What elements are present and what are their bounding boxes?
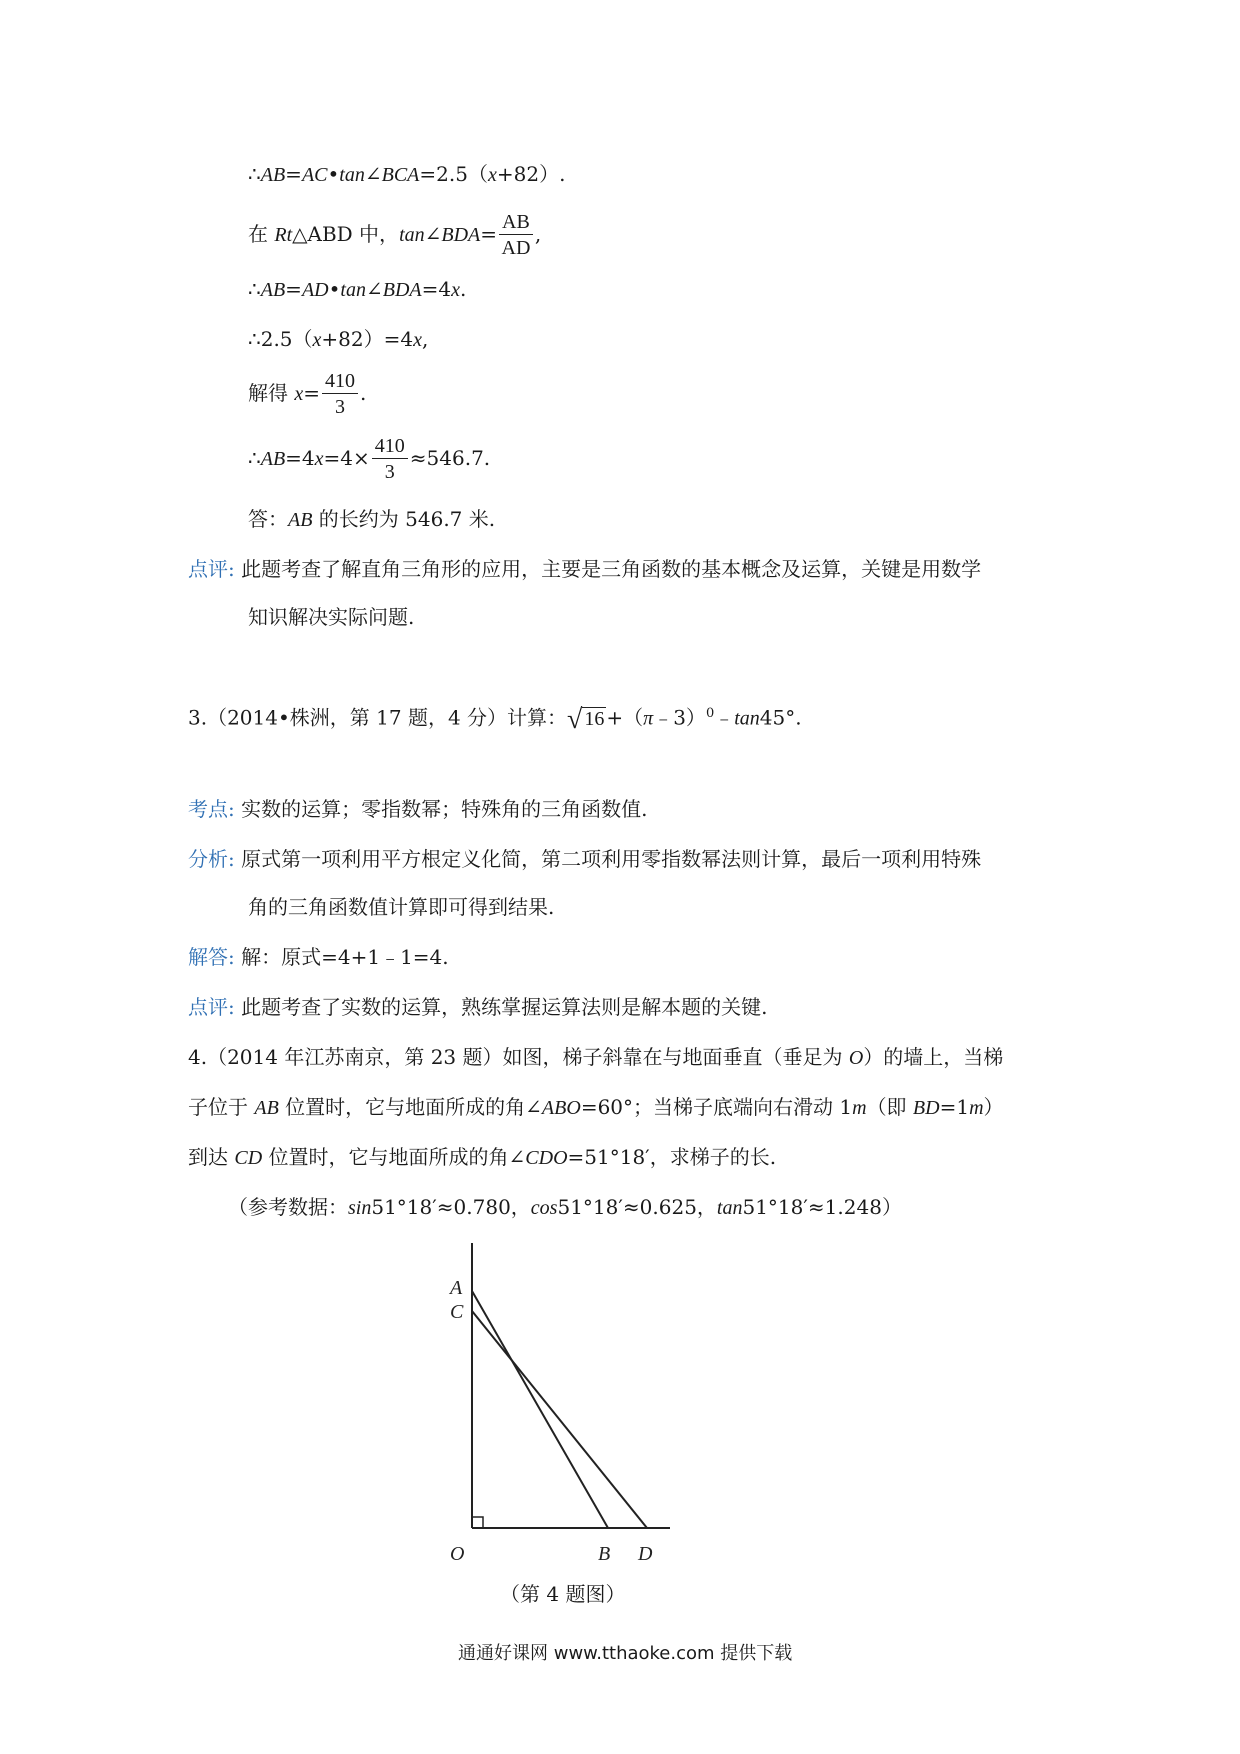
ladder-cd (472, 1311, 647, 1528)
review-1-line-1: 点评: 此题考查了解直角三角形的应用，主要是三角函数的基本概念及运算，关键是用数学 (188, 557, 982, 581)
jieda-line: 解答: 解：原式=4+1﹣1=4. (188, 945, 449, 969)
review-2-tag: 点评: (188, 995, 235, 1019)
question-3: 3.（2014•株洲，第 17 题，4 分）计算：√ 16 +（π﹣3）$^0$﹣tan45°. (188, 703, 802, 735)
fraction-410-3-b: $\frac{410}{3}$ (372, 434, 408, 485)
solution-line-5: 解得 x= $\frac{410}{3}$ . (248, 370, 367, 418)
fenxi-line-1: 分析: 原式第一项利用平方根定义化简，第二项利用零指数幂法则计算，最后一项利用特殊 (188, 847, 982, 871)
jieda-tag: 解答: (188, 945, 235, 969)
question-4-line-3: 到达 CD 位置时，它与地面所成的角∠CDO=51°18′，求梯子的长. (188, 1145, 777, 1169)
review-2-line: 点评: 此题考查了实数的运算，熟练掌握运算法则是解本题的关键. (188, 995, 768, 1019)
reference-data: （参考数据：sin51°18′≈0.780，cos51°18′≈0.625，tan51°18′≈1.248） (228, 1195, 902, 1219)
solution-line-3: ∴AB=AD•tan∠BDA=4x. (248, 277, 467, 301)
kaodian-tag: 考点: (188, 797, 235, 821)
review-1-line-2: 知识解决实际问题. (248, 605, 415, 629)
label-b: B (598, 1543, 611, 1565)
solution-line-4: ∴2.5（x+82）=4x, (248, 327, 429, 351)
solution-answer: 答：AB 的长约为 546.7 米. (248, 507, 496, 531)
fraction-ab-ad: $\frac{AB}{AD}$ (499, 210, 533, 261)
footer: 通通好课网 www.tthaoke.com 提供下载 (458, 1643, 793, 1664)
label-a: A (450, 1277, 463, 1299)
ladder-ab (472, 1291, 608, 1528)
solution-line-1: ∴AB=AC•tan∠BCA=2.5（x+82）. (248, 162, 566, 186)
label-d: D (638, 1543, 653, 1565)
figure-caption: （第 4 题图） (500, 1582, 626, 1606)
kaodian-line: 考点: 实数的运算；零指数幂；特殊角的三角函数值. (188, 797, 648, 821)
fenxi-tag: 分析: (188, 847, 235, 871)
solution-line-6: ∴AB=4x=4× $\frac{410}{3}$ ≈546.7. (248, 435, 491, 483)
right-angle-mark (472, 1517, 483, 1528)
question-4-line-1: 4.（2014 年江苏南京，第 23 题）如图，梯子斜靠在与地面垂直（垂足为 O）的墙上，当梯 (188, 1045, 1004, 1069)
question-4-line-2: 子位于 AB 位置时，它与地面所成的角∠ABO=60°；当梯子底端向右滑动 1m（即 BD=1m） (188, 1095, 1004, 1119)
fraction-410-3: $\frac{410}{3}$ (322, 369, 358, 420)
label-o: O (450, 1543, 465, 1565)
fenxi-line-2: 角的三角函数值计算即可得到结果. (248, 895, 555, 919)
sqrt-16: √ 16 (567, 703, 605, 735)
solution-line-2: 在 Rt△ABD 中，tan∠BDA= $\frac{AB}{AD}$ , (248, 211, 542, 259)
label-c: C (450, 1301, 464, 1323)
review-tag: 点评: (188, 557, 235, 581)
